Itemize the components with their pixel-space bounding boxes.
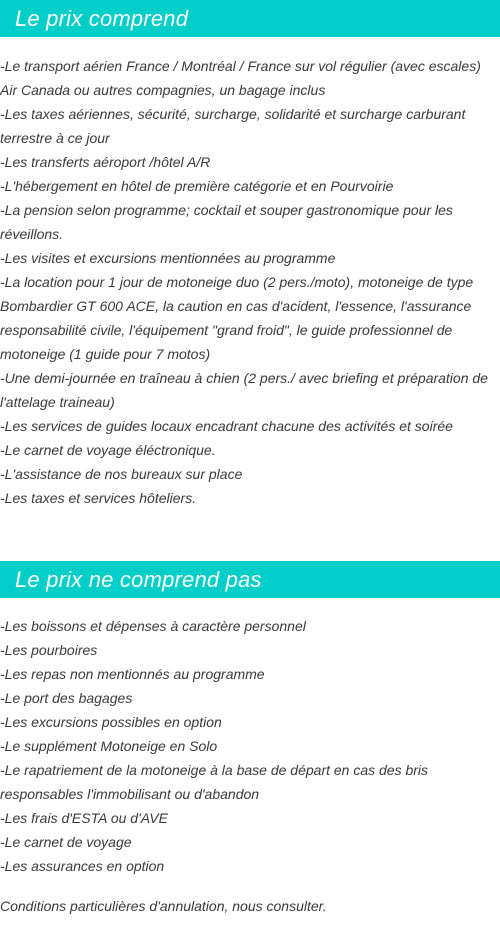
list-item: -Les frais d'ESTA ou d'AVE	[0, 810, 168, 826]
price-excludes-title: Le prix ne comprend pas	[15, 566, 262, 592]
list-item: -Le carnet de voyage	[0, 834, 132, 850]
price-excludes-list	[0, 598, 500, 878]
list-item: -La pension selon programme; cocktail et souper gastronomique pour les réveillons.	[0, 202, 453, 242]
price-excludes-section	[0, 561, 500, 918]
list-item: -Les assurances en option	[0, 858, 165, 874]
price-includes-header	[0, 0, 500, 37]
list-item: -Le port des bagages	[0, 690, 133, 706]
list-item: -Les transferts aéroport /hôtel A/R	[0, 154, 211, 170]
price-excludes-header	[0, 561, 500, 598]
list-item: -Une demi-journée en traîneau à chien (2 pers./ avec briefing et préparation de l'attelage traineau)	[0, 370, 488, 410]
cancellation-conditions: Conditions particulières d'annulation, nous consulter.	[0, 898, 327, 914]
list-item: -L'hébergement en hôtel de première catégorie et en Pourvoirie	[0, 178, 394, 194]
list-item: -Les taxes et services hôteliers.	[0, 490, 197, 506]
list-item: -Les boissons et dépenses à caractère personnel	[0, 618, 306, 634]
list-item: -Le supplément Motoneige en Solo	[0, 738, 218, 754]
list-item: -Les pourboires	[0, 642, 98, 658]
list-item: -Le rapatriement de la motoneige à la base de départ en cas des bris responsables l'immobilisant ou d'abandon	[0, 762, 429, 802]
list-item: -Les taxes aériennes, sécurité, surcharge, solidarité et surcharge carburant terrestre à ce jour	[0, 106, 466, 146]
list-item: -Les repas non mentionnés au programme	[0, 666, 265, 682]
price-includes-list	[0, 37, 500, 510]
list-item: -La location pour 1 jour de motoneige duo (2 pers./moto), motoneige de type Bombardier GT 600 ACE, la caution en cas d'acident, l'essence, l'assurance responsabilité civile, l'équipement "grand froid", le guide professionnel de motoneige (1 guide pour 7 motos)	[0, 274, 474, 362]
list-item: -L'assistance de nos bureaux sur place	[0, 466, 243, 482]
list-item: -Le carnet de voyage éléctronique.	[0, 442, 216, 458]
list-item: -Les excursions possibles en option	[0, 714, 222, 730]
price-includes-title: Le prix comprend	[15, 5, 189, 31]
list-item: -Les visites et excursions mentionnées au programme	[0, 250, 336, 266]
list-item: -Les services de guides locaux encadrant chacune des activités et soirée	[0, 418, 453, 434]
list-item: -Le transport aérien France / Montréal / France sur vol régulier (avec escales) Air Canada ou autres compagnies, un bagage inclus	[0, 58, 481, 98]
